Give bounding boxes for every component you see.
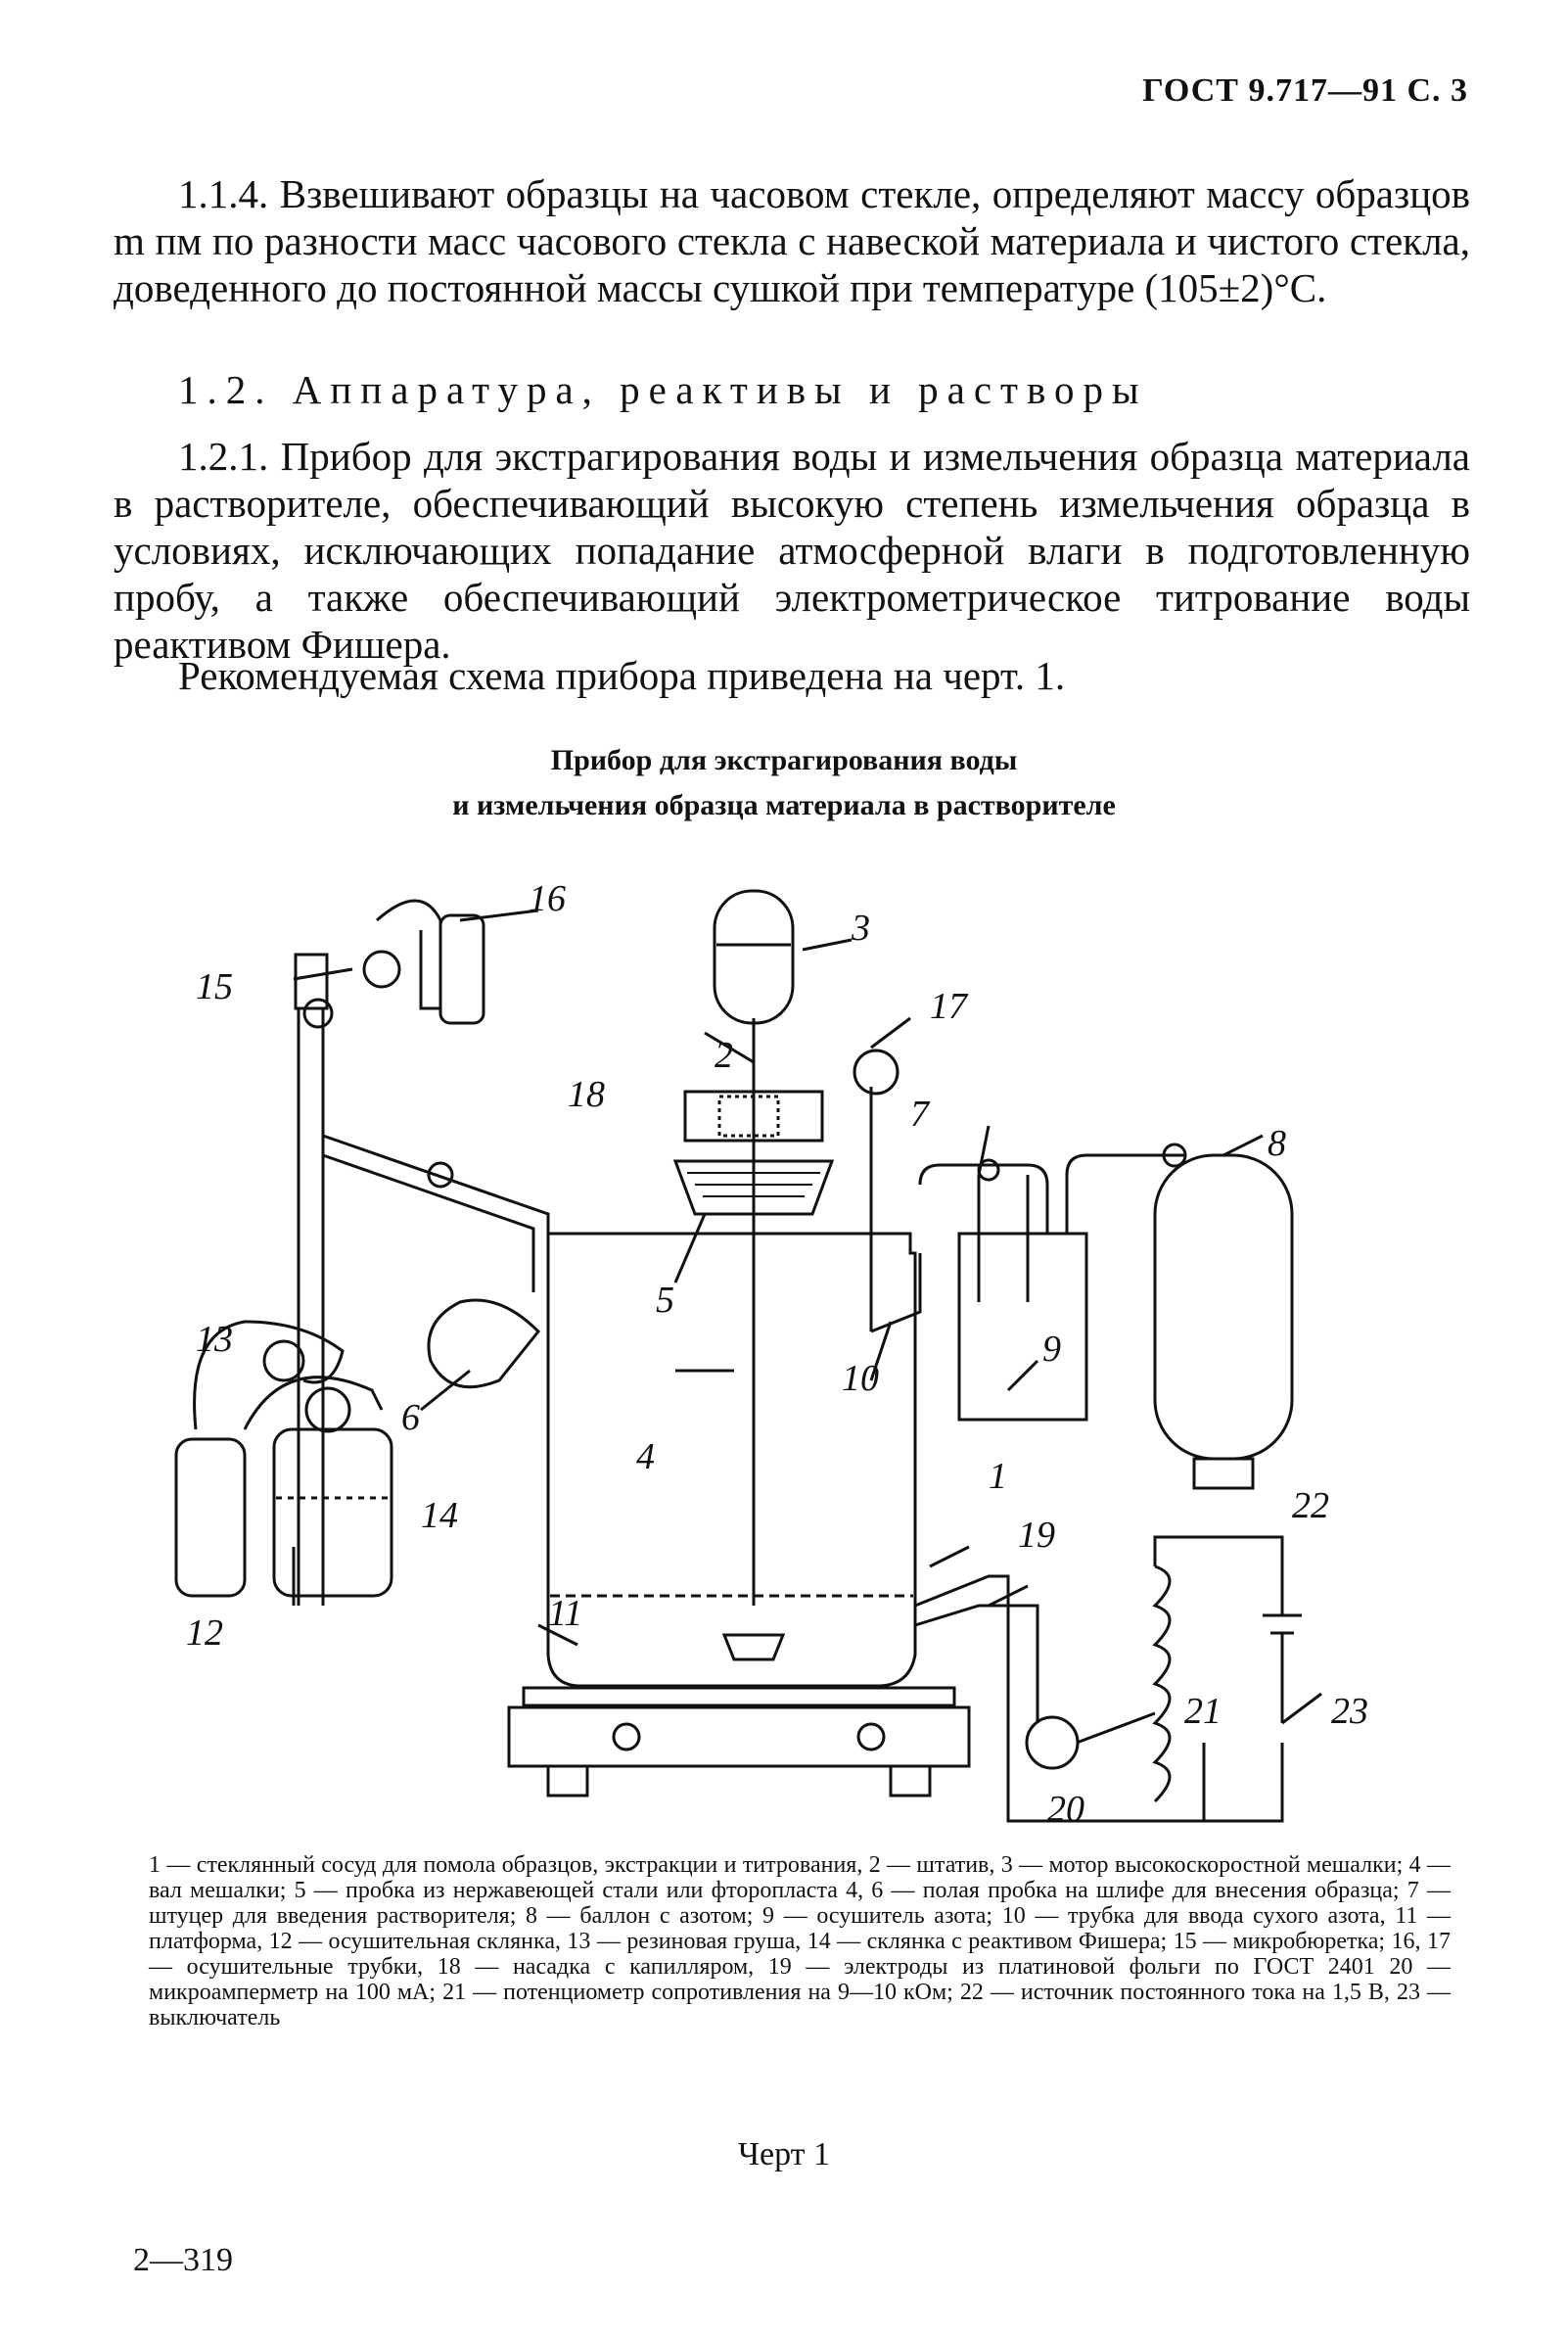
label-6: 6 — [401, 1397, 420, 1438]
platform-11-base — [509, 1707, 969, 1766]
motor-3 — [715, 891, 793, 1023]
hollow-cork-6 — [429, 1300, 538, 1387]
potentiometer-21 — [1155, 1566, 1170, 1801]
label-8: 8 — [1268, 1123, 1286, 1164]
figure-title — [0, 738, 1568, 828]
paragraph-1-2-1 — [114, 433, 1470, 668]
label-1: 1 — [989, 1456, 1007, 1497]
label-7: 7 — [910, 1094, 929, 1135]
label-20: 20 — [1047, 1789, 1084, 1830]
burette-15 — [299, 1008, 323, 1606]
page-code: 2—319 — [133, 2242, 233, 2278]
label-11: 11 — [548, 1593, 583, 1634]
paragraph-1-2-1-text: 1.2.1. Прибор для экстрагирования воды и измельчения образца материала в растворителе, обеспечивающий высокую степень измельчения образца в условиях, исключающих попадание атмосферной влаги в подготовленную пробу, а также обеспечивающий электрометрическое титрование воды реактивом Фишера. — [114, 434, 1470, 667]
label-15: 15 — [196, 966, 233, 1007]
drying-tube-16 — [377, 901, 440, 1008]
microammeter-20 — [1027, 1717, 1078, 1768]
label-14: 14 — [421, 1495, 458, 1536]
label-5: 5 — [656, 1280, 674, 1321]
drying-bottle-12 — [176, 1439, 245, 1596]
vessel-1 — [548, 1234, 915, 1686]
switch-23 — [1204, 1694, 1321, 1821]
label-9: 9 — [1042, 1329, 1061, 1370]
label-21: 21 — [1184, 1691, 1222, 1732]
label-4: 4 — [636, 1436, 655, 1477]
label-17: 17 — [930, 986, 967, 1027]
label-10: 10 — [842, 1358, 879, 1399]
platform-11 — [524, 1688, 954, 1705]
label-2: 2 — [715, 1035, 733, 1076]
label-18: 18 — [568, 1074, 605, 1115]
label-19: 19 — [1018, 1515, 1055, 1556]
figure-caption: Черт 1 — [737, 2136, 831, 2172]
fischer-bottle-14 — [274, 1429, 392, 1596]
apparatus-diagram — [127, 862, 1478, 1841]
paragraph-recommend: Рекомендуемая схема прибора приведена на черт. 1. — [178, 653, 1066, 698]
label-13: 13 — [196, 1319, 233, 1360]
dc-source-22 — [1263, 1615, 1302, 1633]
figure-title-line-1: Прибор для экстрагирования воды — [550, 744, 1018, 776]
paragraph-1-1-4 — [114, 170, 1470, 311]
figure-legend: 1 — стеклянный сосуд для помола образцов, экстракции и титрования, 2 — штатив, 3 — мотор высокоскоростной мешалки; 4 — вал мешалки; 5 — пробка из нержавеющей стали или фторопласта 4, 6 — полая пробка на шлифе для внесения образца; 7 — штуцер для введения растворителя; 8 — баллон с азотом; 9 — осушитель азота; 10 — трубка для ввода сухого азота, 11 — платформа, 12 — осушительная склянка, 13 — резиновая груша, 14 — склянка с реактивом Фишера; 15 — микробюретка; 16, 17 — осушительные трубки, 18 — насадка с капилляром, 19 — электроды из платиновой фольги по ГОСТ 2401 20 — микроамперметр на 100 мА; 21 — потенциометр сопротивления на 9—10 кОм; 22 — источник постоянного тока на 1,5 В, 23 — выключатель — [149, 1852, 1451, 2031]
section-heading-1-2: 1.2. Аппаратура, реактивы и растворы — [178, 367, 1148, 412]
nitrogen-cylinder-8 — [1155, 1155, 1292, 1459]
label-23: 23 — [1331, 1691, 1368, 1732]
drying-tube-17 — [854, 1050, 898, 1094]
label-3: 3 — [852, 908, 870, 949]
figure-title-line-2: и измельчения образца материала в растворителе — [452, 789, 1116, 821]
label-16: 16 — [529, 878, 566, 919]
capillary-attachment-18 — [323, 1136, 548, 1292]
label-22: 22 — [1292, 1485, 1329, 1526]
paragraph-1-1-4-text: 1.1.4. Взвешивают образцы на часовом стекле, определяют массу образцов m пм по разности масс часового стекла с навеской материала и чистого стекла, доведенного до постоянной массы сушкой при температуре (105±2)°С. — [114, 171, 1470, 310]
label-12: 12 — [186, 1612, 223, 1654]
page-header: ГОСТ 9.717—91 С. 3 — [1142, 72, 1468, 109]
tube-10 — [871, 1253, 920, 1331]
